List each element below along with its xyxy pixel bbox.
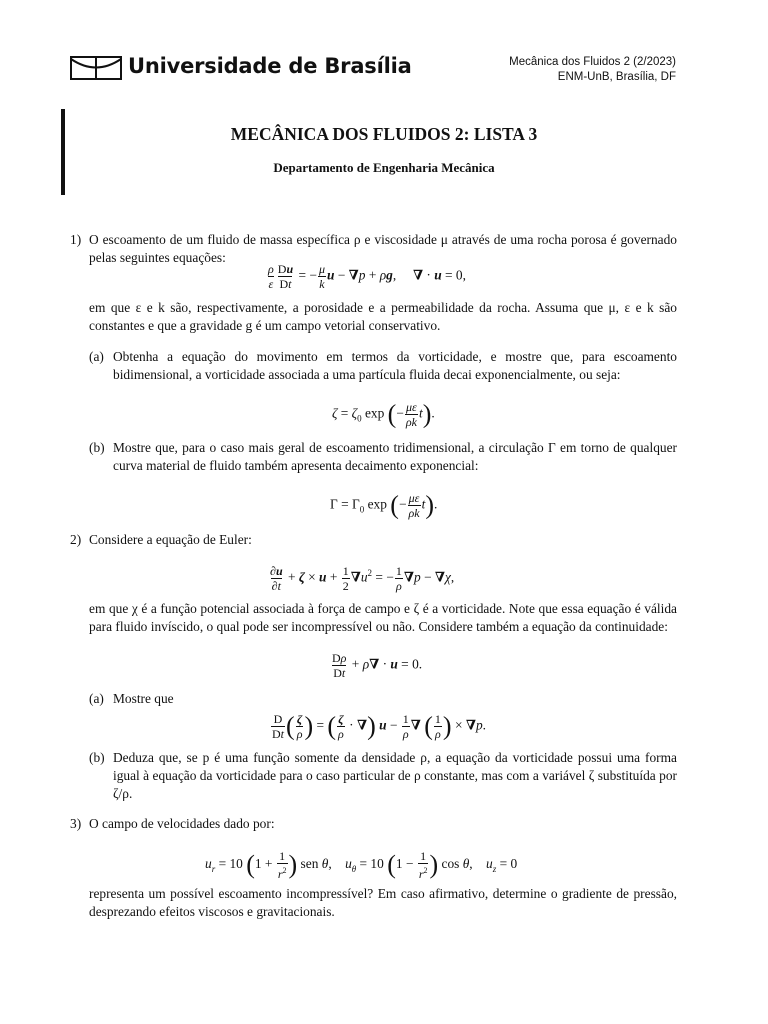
question-1a-label: (a): [89, 349, 104, 364]
question-1b-text: Mostre que, para o caso mais geral de escoamento tridimensional, a circulação Γ em torno de qualquer curva material de fluido também apresenta decaimento exponencial:: [113, 440, 677, 473]
question-1a-text: Obtenha a equação do movimento em termos da vorticidade, e mostre que, para escoamento bidimensional, a vorticidade associada a uma partícula fluida decai exponencialmente, ou seja:: [113, 349, 677, 382]
vorticity-equation: $\frac{D}{Dt}$ ( $\frac{\zeta}{\rho}$ ) = ( $\frac{\zeta}{\rho}$ · ∇) u − $\frac{1}{\rho}$ ∇ ( $\frac{1}{\rho}$ ) × ∇p.: [272, 711, 486, 741]
question-1-number: 1): [70, 232, 82, 247]
question-1-after: em que ε e k são, respectivamente, a porosidade e a permeabilidade da rocha. Assuma que μ, ε e k são constantes e que a gravidade g é um campo vetorial conservativo.: [89, 300, 677, 333]
margin-bar: [61, 109, 65, 195]
circulation-decay-equation: $\Gamma = \Gamma_0$ exp (− $\frac{\mu\varepsilon}{\rho k}$ t).: [330, 490, 438, 520]
question-2-number: 2): [70, 532, 82, 547]
euler-equation: $\frac{\partial u}{\partial t}$ + ζ × u + $\frac{1}{2}$ $\nabla u^2$ = − $\frac{1}{\rho}$ ∇p − ∇χ,: [270, 564, 455, 593]
continuity-equation: $\frac{D\rho}{Dt}$ + ρ∇ · u = 0.: [332, 651, 423, 680]
question-1-intro: O escoamento de um fluido de massa específica ρ e viscosidade μ através de uma rocha porosa é governado pelas seguintes equações:: [89, 232, 677, 265]
page-title: MECÂNICA DOS FLUIDOS 2: LISTA 3: [230, 124, 538, 144]
university-name: Universidade de Brasília: [128, 54, 412, 78]
page-subtitle: Departamento de Engenharia Mecânica: [273, 160, 495, 175]
university-logo-icon: [70, 56, 122, 80]
question-1-equation: $\frac{\rho}{\varepsilon}$ $\frac{Du}{Dt}$ = − $\frac{\mu}{k}$ u − ∇p + ρg, ∇ · u = 0,: [268, 262, 466, 291]
question-2b-label: (b): [89, 750, 105, 765]
question-3-number: 3): [70, 816, 82, 831]
vorticity-decay-equation: $\zeta = \zeta_0$ exp (− $\frac{\mu\varepsilon}{\rho k}$ t).: [332, 399, 435, 429]
question-2b-text: Deduza que, se p é uma função somente da densidade ρ, a equação da vorticidade possui uma forma igual à equação da vorticidade para o caso particular de ρ constante, mas com a variável ζ substituída por ζ/ρ.: [113, 750, 677, 801]
question-2-intro: Considere a equação de Euler:: [89, 532, 252, 547]
course-line-1: Mecânica dos Fluidos 2 (2/2023): [509, 56, 676, 68]
velocity-field-equation: $u_r = 10$ (1 + $\frac{1}{r^2}$ ) sen θ, $u_\theta = 10$ (1 − $\frac{1}{r^2}$ ) cos θ, $u_z = 0$: [205, 849, 518, 881]
question-1b-label: (b): [89, 440, 105, 455]
question-2a-label: (a): [89, 691, 104, 706]
question-3-after: representa um possível escoamento incompressível? Em caso afirmativo, determine o gradiente de pressão, desprezando efeitos viscosos e gravitacionais.: [89, 886, 677, 919]
question-2a-text: Mostre que: [113, 691, 174, 706]
course-info: [509, 55, 676, 85]
question-3-intro: O campo de velocidades dado por:: [89, 816, 275, 831]
course-line-2: ENM-UnB, Brasília, DF: [557, 71, 676, 83]
question-2-after: em que χ é a função potencial associada à força de campo e ζ é a vorticidade. Note que essa equação é válida para fluido invíscido, o qual pode ser incompressível ou não. Considere também a equação da continuidade:: [89, 601, 677, 634]
